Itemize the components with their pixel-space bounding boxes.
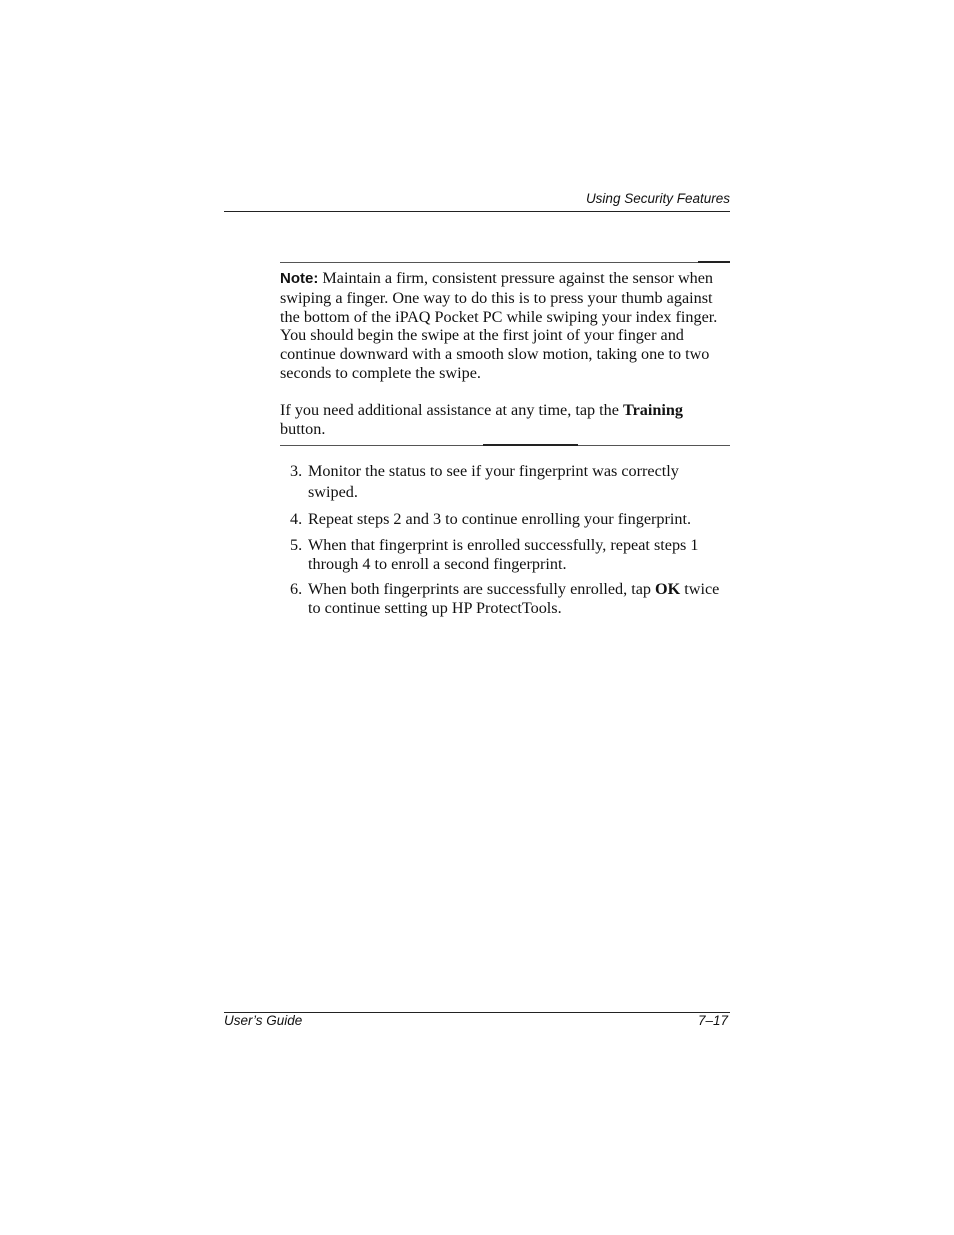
note-body: Maintain a firm, consistent pressure against the sensor when swiping a finger. One way to do this is to press your thumb against the bottom of the iPAQ Pocket PC while swiping your index finger. You should begin the swipe at the first joint of your finger and continue downward with a smooth slow motion, taking one to two seconds to complete the swipe.: [280, 269, 718, 382]
procedure-steps: [280, 461, 732, 618]
note-box: [280, 262, 730, 446]
step-item: [280, 510, 732, 529]
step-text-after: twice to continue setting up HP ProtectTools.: [308, 580, 720, 618]
note-paragraph: [280, 269, 730, 383]
step-item: [280, 461, 732, 503]
step-item: [280, 580, 732, 618]
step-text-before: When both fingerprints are successfully enrolled, tap: [308, 580, 656, 599]
assist-text-after: button.: [280, 419, 326, 438]
header-rule: [224, 211, 730, 212]
note-bottom-rule: [280, 445, 730, 446]
step-number: 3.: [290, 462, 303, 480]
note-label: Note:: [280, 270, 319, 287]
training-button-term: Training: [622, 400, 683, 419]
assist-text-before: If you need additional assistance at any time, tap the: [280, 400, 623, 419]
step-number: 5.: [290, 535, 303, 554]
ok-button-term: OK: [655, 580, 681, 599]
step-number: 4.: [290, 510, 303, 528]
footer-guide-title: User’s Guide: [224, 1013, 303, 1028]
step-text: When that fingerprint is enrolled successfully, repeat steps 1 through 4 to enroll a second fingerprint.: [308, 535, 699, 573]
step-number: 6.: [290, 580, 303, 599]
step-text: Repeat steps 2 and 3 to continue enrolling your fingerprint.: [308, 510, 692, 528]
note-assist-paragraph: [280, 401, 730, 439]
page-number: 7–17: [697, 1013, 728, 1028]
step-text: Monitor the status to see if your fingerprint was correctly swiped.: [308, 462, 679, 501]
step-item: [280, 536, 732, 574]
note-top-rule: [280, 262, 730, 263]
running-header: Using Security Features: [585, 191, 730, 206]
